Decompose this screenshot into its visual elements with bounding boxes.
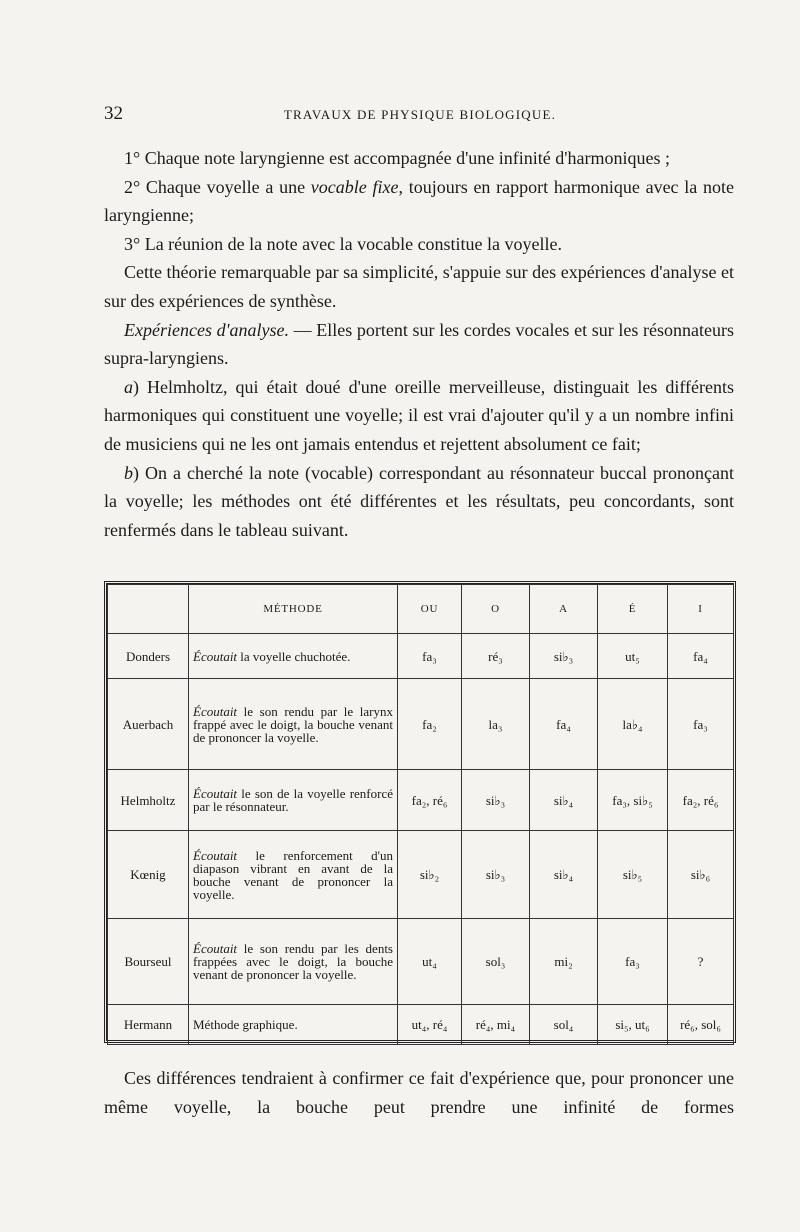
header-name-cell <box>108 585 189 634</box>
value-e: fa₃ <box>598 919 668 1005</box>
page-header <box>104 103 736 127</box>
paragraph-2-emphasis: vocable fixe <box>310 176 399 197</box>
value-ou: ut₄ <box>398 919 462 1005</box>
value-a: si♭₄ <box>530 770 598 831</box>
method-emphasis: Écoutait <box>193 847 238 863</box>
table-row <box>108 634 734 679</box>
value-e: ut₅ <box>598 634 668 679</box>
paragraph-6-letter: a <box>124 376 133 397</box>
value-o: ré₄, mi₄ <box>462 1005 530 1045</box>
value-e: fa₃, si♭₅ <box>598 770 668 831</box>
header-e: É <box>598 585 668 634</box>
table-row <box>108 770 734 831</box>
table-header-row <box>108 585 734 634</box>
paragraph-5 <box>104 316 734 373</box>
paragraph-2-text-b: , toujours en rapport harmonique avec la note laryngienne; <box>104 176 734 226</box>
row-name: Hermann <box>108 1005 189 1045</box>
paragraph-7-letter: b <box>124 462 133 483</box>
paragraph-6 <box>104 373 734 459</box>
row-method <box>189 634 398 679</box>
header-o: O <box>462 585 530 634</box>
value-e: si₅, ut₆ <box>598 1005 668 1045</box>
paragraph-7-text: ) On a cherché la note (vocable) correspondant au résonnateur buccal prononçant la voyelle; les méthodes ont été différentes et les résultats, peu concordants, sont renfermés dans le tableau suivant. <box>104 462 734 540</box>
paragraph-3: 3° La réunion de la note avec la vocable constitue la voyelle. <box>124 233 563 254</box>
method-text: le son rendu par le larynx frappé avec le doigt, la bouche venant de prononcer la voyelle. <box>193 703 393 745</box>
row-method <box>189 831 398 919</box>
row-method <box>189 770 398 831</box>
value-o: ré₃ <box>462 634 530 679</box>
body-text <box>104 144 734 544</box>
value-ou: fa₂ <box>398 679 462 770</box>
value-i: fa₄ <box>668 634 734 679</box>
value-i: fa₂, ré₆ <box>668 770 734 831</box>
paragraph-2 <box>104 173 734 230</box>
page-number: 32 <box>104 103 123 124</box>
value-ou: fa₂, ré₆ <box>398 770 462 831</box>
method-text: le renforcement d'un diapason vibrant en avant de la bouche venant de prononcer la voyelle. <box>193 847 393 902</box>
value-o: si♭₃ <box>462 831 530 919</box>
value-o: si♭₃ <box>462 770 530 831</box>
method-emphasis: Écoutait <box>193 703 238 719</box>
table-row <box>108 1005 734 1045</box>
value-e: si♭₅ <box>598 831 668 919</box>
method-text: la voyelle chuchotée. <box>237 648 351 664</box>
method-text: Méthode graphique. <box>193 1017 298 1032</box>
value-ou: si♭₂ <box>398 831 462 919</box>
method-emphasis: Écoutait <box>193 786 238 801</box>
value-a: si♭₄ <box>530 831 598 919</box>
row-method <box>189 679 398 770</box>
row-method <box>189 1005 398 1045</box>
method-text: le son rendu par les dents frappées avec le doigt, la bouche venant de prononcer la voyelle. <box>193 941 393 982</box>
method-emphasis: Écoutait <box>193 648 238 664</box>
table-row <box>108 919 734 1005</box>
vowel-table <box>104 581 736 1043</box>
value-o: sol₃ <box>462 919 530 1005</box>
value-a: fa₄ <box>530 679 598 770</box>
table-row <box>108 831 734 919</box>
paragraph-5-heading: Expériences d'analyse. <box>124 319 289 340</box>
value-e: la♭₄ <box>598 679 668 770</box>
value-i: fa₃ <box>668 679 734 770</box>
paragraph-4: Cette théorie remarquable par sa simplicité, s'appuie sur des expériences d'analyse et sur des expériences de synthèse. <box>104 262 734 311</box>
value-i: ? <box>668 919 734 1005</box>
header-i: I <box>668 585 734 634</box>
value-i: ré₆, sol₆ <box>668 1005 734 1045</box>
method-text: le son de la voyelle renforcé par le résonnateur. <box>193 786 393 814</box>
vowel-table-grid <box>107 584 734 1045</box>
value-ou: ut₄, ré₄ <box>398 1005 462 1045</box>
row-name: Auerbach <box>108 679 189 770</box>
method-emphasis: Écoutait <box>193 941 238 956</box>
paragraph-5-text: — Elles portent sur les cordes vocales et sur les résonnateurs supra-laryngiens. <box>104 319 735 369</box>
value-i: si♭₆ <box>668 831 734 919</box>
paragraph-1: 1° Chaque note laryngienne est accompagnée d'une infinité d'harmoniques ; <box>124 148 671 168</box>
value-a: si♭₃ <box>530 634 598 679</box>
row-name: Donders <box>108 634 189 679</box>
paragraph-7 <box>104 459 734 545</box>
row-name: Helmholtz <box>108 770 189 831</box>
header-a: A <box>530 585 598 634</box>
paragraph-2-text: 2° Chaque voyelle a une <box>124 176 311 197</box>
paragraph-6-text: ) Helmholtz, qui était doué d'une oreille merveilleuse, distinguait les différents harmoniques qui constituent une voyelle; il est vrai d'ajouter qu'il y a un nombre infini de musiciens qui ne les ont jamais entendus et rejettent absolument ce fait; <box>104 376 734 454</box>
header-method: MÉTHODE <box>189 585 398 634</box>
header-ou: OU <box>398 585 462 634</box>
running-title: TRAVAUX DE PHYSIQUE BIOLOGIQUE. <box>283 107 557 122</box>
row-name: Kœnig <box>108 831 189 919</box>
footer-text <box>104 1064 734 1122</box>
table-row <box>108 679 734 770</box>
value-a: sol₄ <box>530 1005 598 1045</box>
row-name: Bourseul <box>108 919 189 1005</box>
value-a: mi₂ <box>530 919 598 1005</box>
value-o: la₃ <box>462 679 530 770</box>
row-method <box>189 919 398 1005</box>
footer-paragraph: Ces différences tendraient à confirmer ce fait d'expérience que, pour prononcer une même voyelle, la bouche peut prendre une infinité de formes <box>104 1068 734 1117</box>
value-ou: fa₃ <box>398 634 462 679</box>
